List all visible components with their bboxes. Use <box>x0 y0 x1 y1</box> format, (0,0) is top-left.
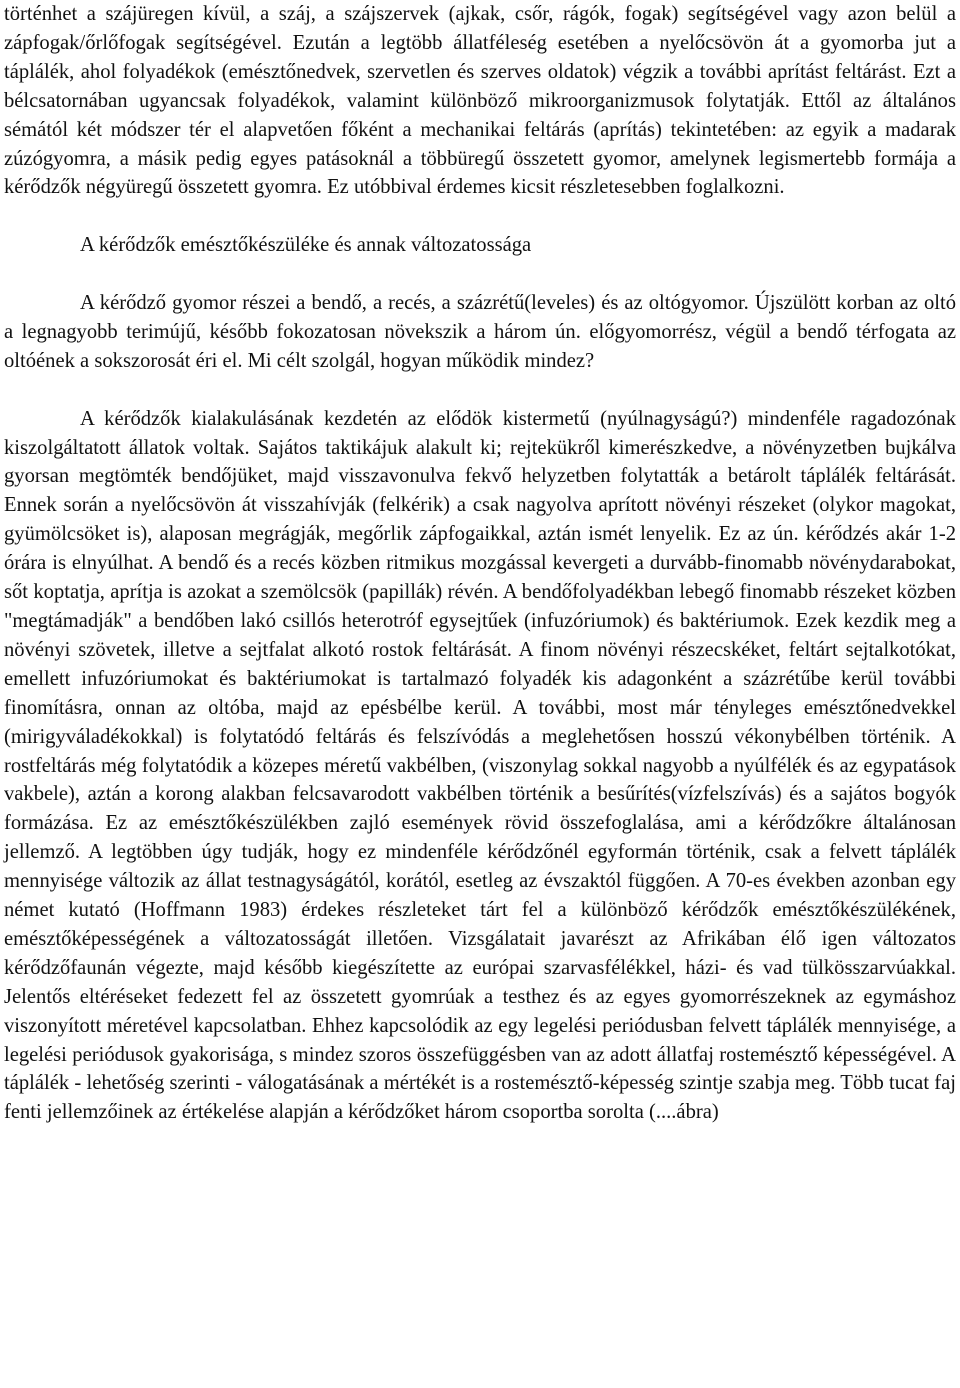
paragraph-spacer <box>4 202 956 231</box>
document-page <box>4 0 956 1127</box>
body-paragraph-intro: történhet a szájüregen kívül, a száj, a szájszervek (ajkak, csőr, rágók, fogak) segítségével vagy azon belül a zápfogak/őrlőfogak segítségével. Ezután a legtöbb állatféleség esetében a nyelőcsövön át a gyomorba jut a táplálék, ahol folyadékok (emésztőnedvek, szervetlen és szerves oldatok) végzik a további aprítást feltárást. Ezt a bélcsatornában ugyancsak folyadékok, valamint különböző mikroorganizmusok folytatják. Ettől az általános sémától két módszer tér el alapvetően főként a mechanikai feltárás (aprítás) tekintetében: az egyik a madarak zúzógyomra, a másik pedig egyes patásoknál a többüregű összetett gyomor, amelynek legismertebb formája a kérődzők négyüregű összetett gyomra. Ez utóbbival érdemes kicsit részletesebben foglalkozni. <box>4 3 956 199</box>
paragraph-spacer <box>4 376 956 405</box>
section-heading: A kérődzők emésztőkészüléke és annak változatossága <box>80 234 532 257</box>
body-paragraph-stomach-parts: A kérődző gyomor részei a bendő, a recés, a százrétű(leveles) és az oltógyomor. Újszülött korban az oltó a legnagyobb terimújű, később fokozatosan növekszik a három ún. előgyomorrész, végül a bendő térfogata az oltóének a sokszorosát éri el. Mi célt szolgál, hogyan működik mindez? <box>4 292 956 372</box>
paragraph-spacer <box>4 260 956 289</box>
body-paragraph-ruminant-evolution: A kérődzők kialakulásának kezdetén az elődök kistermetű (nyúlnagyságú?) mindenféle ragadozónak kiszolgáltatott állatok voltak. Sajátos taktikájuk alakult ki; rejtekükről kimerészkedve, a növényzetben bujkálva gyorsan megtömték bendőjüket, majd visszavonulva fekvő helyzetben folytatták a betárolt táplálék feltárását. Ennek során a nyelőcsövön át visszahívják (felkérik) a csak nagyolva aprított növényi részeket (olykor magokat, gyümölcsöket is), alaposan megrágják, megőrlik zápfogaikkal, aztán ismét lenyelik. Ez az ún. kérődzés akár 1-2 órára is elnyúlhat. A bendő és a recés közben ritmikus mozgással kevergeti a durvább-finomabb növénydarabokat, sőt koptatja, aprítja is azokat a szemölcsök (papillák) révén. A bendőfolyadékban lebegő finomabb részeket közben "megtámadják" a bendőben lakó csillós heterotróf egysejtűek (infuzóriumok) és baktériumok. Ezek kezdik meg a növényi szövetek, illetve a sejtfalat alkotó rostok feltárását. A finom növényi részecskéket, feltárt sejtalkotókat, emellett infuzóriumokat és baktériumokat is tartalmazó folyadék kis adagonként a százrétűbe kerül további finomításra, onnan az oltóba, majd az epésbélbe kerül. A további, most már tényleges emésztőnedvekkel (mirigyváladékokkal) is folytatódó feltárás és felszívódás a meglehetősen hosszú vékonybélben történik. A rostfeltárás még folytatódik a közepes méretű vakbélben, (viszonylag sokkal nagyobb a nyúlfélék és az egypatások vakbele), aztán a korong alakban felcsavarodott vakbélben történik a besűrítés(vízfelszívás) és a sajátos bogyók formázása. Ez az emésztőkészülékben zajló események rövid összefoglalása, ami a kérődzőkre általánosan jellemző. A legtöbben úgy tudják, hogy ez mindenféle kérődzőnél egyformán történik, csak a felvett táplálék mennyisége változik az állat testnagyságától, korától, esetleg az évszaktól függően. A 70-es években azonban egy német kutató (Hoffmann 1983) érdekes részleteket tárt fel a különböző kérődzők emésztőkészülékének, emésztőképességének a változatosságát illetően. Vizsgálatait javarészt az Afrikában élő igen változatos kérődzőfaunán végezte, majd később kiegészítette az európai szarvasfélékkel, házi- és vad tülkösszarvúakkal. Jelentős eltéréseket fedezett fel az összetett gyomrúak a testhez és az egyes gyomorrészeknek az egymáshoz viszonyított méretével kapcsolatban. Ehhez kapcsolódik az egy legelési periódusban felvett táplálék mennyisége, a legelési periódusok gyakorisága, s mindez szoros összefüggésben van az adott állatfaj rostemésztő képességével. A táplálék - lehetőség szerinti - válogatásának a mértékét is a rostemésztő-képesség szintje szabja meg. Több tucat faj fenti jellemzőinek az értékelése alapján a kérődzőket három csoportba sorolta (....ábra) <box>4 407 956 1124</box>
